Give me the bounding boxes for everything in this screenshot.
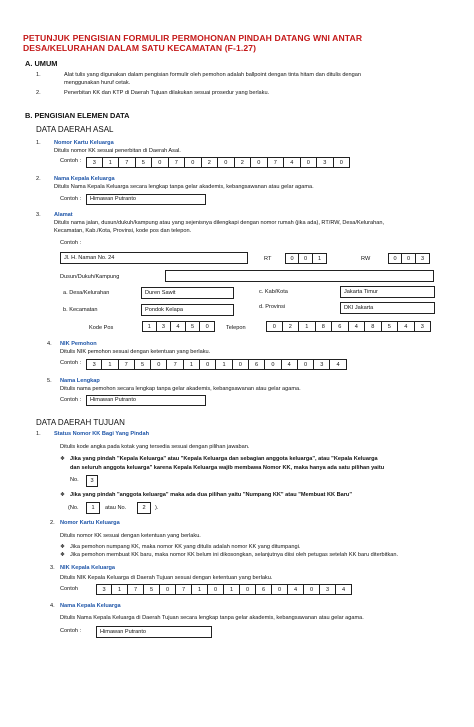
asal-item-2-description: Ditulis Nama Kepala Keluarga secara lengkap tanpa gelar akademis, kebangsawanan atau gelar agama. (54, 184, 314, 190)
tujuan-item-1-number: 1. (36, 431, 41, 437)
data-daerah-tujuan-heading: DATA DAERAH TUJUAN (36, 418, 125, 427)
digit-box: 3 (415, 321, 432, 332)
digit-box: 0 (200, 321, 215, 332)
tujuan-status-value-1: 1 (91, 505, 95, 511)
document-title-line-2: DESA/KELURAHAN DALAM SATU KECAMATAN (F-1.27) (23, 43, 257, 53)
tujuan-item-1-bullet-2: Jika yang pindah "anggota keluarga" maka ada dua pilihan yaitu "Numpang KK" atau "Membuat KK Baru" (70, 492, 352, 498)
tujuan-item-1-bullet-2-end: ). (155, 505, 159, 511)
asal-item-3-title: Alamat (54, 212, 73, 218)
section-a-heading: A. UMUM (25, 59, 58, 68)
asal-desa-box (141, 287, 234, 299)
asal-kecamatan-value: Pondok Kelapa (145, 307, 183, 313)
asal-alamat-value: Jl. H. Naman No. 24 (64, 255, 115, 261)
asal-provinsi-label: d. Provinsi (259, 304, 286, 310)
digit-box: 0 (233, 359, 249, 370)
asal-item-5-contoh-label: Contoh : (60, 397, 82, 403)
digit-box: 5 (382, 321, 399, 332)
tujuan-status-value-single: 3 (90, 478, 94, 484)
tujuan-item-1-description: Ditulis kode angka pada kotak yang tersedia sesuai dengan pilihan jawaban. (60, 444, 250, 450)
digit-box: 2 (283, 321, 300, 332)
tujuan-item-4-title: Nama Kepala Keluarga (60, 603, 121, 609)
asal-item-2-title: Nama Kepala Keluarga (54, 176, 115, 182)
digit-box: 8 (316, 321, 333, 332)
asal-desa-label: a. Desa/Kelurahan (63, 290, 110, 296)
digit-box: 5 (144, 584, 160, 595)
digit-box: 4 (330, 359, 346, 370)
asal-rt-boxes (285, 253, 327, 264)
digit-box: 0 (218, 157, 235, 168)
asal-nama-kepala-keluarga-box (86, 194, 206, 205)
digit-box: 0 (301, 157, 318, 168)
digit-box: 0 (151, 359, 167, 370)
digit-box: 5 (135, 359, 151, 370)
bullet-diamond-icon: ❖ (60, 492, 66, 498)
digit-box: 0 (266, 321, 283, 332)
asal-item-3-number: 3. (36, 212, 41, 218)
digit-box: 4 (282, 359, 298, 370)
digit-box: 4 (288, 584, 304, 595)
digit-box: 1 (224, 584, 240, 595)
tujuan-item-2-bullet-2: Jika pemohon membuat KK baru, maka nomor KK belum ini dikosongkan, selanjutnya diisi oleh petugas setelah KK baru diterbitkan. (70, 552, 399, 558)
digit-box: 2 (202, 157, 219, 168)
digit-box: 3 (96, 584, 112, 595)
digit-box: 1 (216, 359, 232, 370)
digit-box: 0 (402, 253, 416, 264)
digit-box: 0 (272, 584, 288, 595)
asal-telepon-boxes (266, 321, 431, 332)
asal-nama-kepala-keluarga-value: Himawan Putranto (90, 196, 137, 202)
digit-box: 6 (256, 584, 272, 595)
digit-box: 3 (86, 359, 102, 370)
asal-kab-label: c. Kab/Kota (259, 289, 288, 295)
digit-box: 5 (186, 321, 201, 332)
digit-box: 7 (128, 584, 144, 595)
digit-box: 3 (416, 253, 430, 264)
digit-box: 6 (332, 321, 349, 332)
tujuan-nama-kepala-keluarga-box (96, 626, 212, 638)
digit-box: 5 (136, 157, 153, 168)
digit-box: 3 (317, 157, 334, 168)
digit-box: 8 (365, 321, 382, 332)
tujuan-nik-kepala-keluarga-boxes (96, 584, 352, 595)
asal-nama-lengkap-box (86, 395, 206, 406)
tujuan-status-box-1 (86, 502, 100, 514)
asal-nik-pemohon-boxes (86, 359, 347, 370)
tujuan-item-3-contoh-label: Contoh (60, 586, 79, 592)
asal-desa-value: Duren Sawit (145, 290, 176, 296)
digit-box: 1 (184, 359, 200, 370)
section-a-item-2-number: 2. (36, 90, 41, 96)
asal-rw-label: RW (361, 256, 371, 262)
tujuan-item-3-number: 3. (50, 565, 55, 571)
tujuan-status-box-2 (137, 502, 151, 514)
asal-item-1-title: Nomor Kartu Keluarga (54, 140, 114, 146)
digit-box: 0 (160, 584, 176, 595)
asal-item-4-contoh-label: Contoh : (60, 360, 82, 366)
asal-item-2-number: 2. (36, 176, 41, 182)
digit-box: 0 (334, 157, 351, 168)
digit-box: 0 (200, 359, 216, 370)
section-a-item-2-line-1: Penerbitan KK dan KTP di Daerah Tujuan dilakukan sesuai prosedur yang berlaku. (64, 90, 270, 96)
digit-box: 7 (169, 157, 186, 168)
tujuan-status-box-single (86, 475, 98, 487)
asal-item-5-description: Ditulis nama pemohon secara lengkap tanpa gelar akademis, kebangsawanan atau gelar agama. (60, 386, 301, 392)
asal-item-5-title: Nama Lengkap (60, 378, 100, 384)
bullet-diamond-icon: ❖ (60, 456, 66, 462)
digit-box: 1 (112, 584, 128, 595)
tujuan-item-4-description: Ditulis Nama Kepala Keluarga di Daerah Tujuan secara lengkap tanpa gelar akademis, kebangsawanan atau gelar agama. (60, 615, 364, 621)
tujuan-item-1-bullet-1-line-1: Jika yang pindah "Kepala Keluarga" atau "Kepala Keluarga dan sebagian anggota keluarga", atau "Kepala Keluarga (70, 456, 378, 462)
section-a-item-1-number: 1. (36, 72, 41, 78)
tujuan-item-4-number: 4. (50, 603, 55, 609)
tujuan-nama-kepala-keluarga-value: Himawan Putranto (100, 629, 147, 635)
asal-nama-lengkap-value: Himawan Putranto (90, 397, 137, 403)
asal-item-4-title: NIK Pemohon (60, 341, 97, 347)
asal-provinsi-value: DKI Jakarta (344, 305, 374, 311)
asal-alamat-box (60, 252, 248, 264)
tujuan-item-3-title: NIK Kepala Keluarga (60, 565, 116, 571)
digit-box: 1 (142, 321, 157, 332)
digit-box: 4 (336, 584, 352, 595)
digit-box: 1 (313, 253, 327, 264)
section-a-item-1-line-1: Alat tulis yang digunakan dalam pengisian formulir oleh pemohon adalah ballpoint dengan tinta hitam dan ditulis dengan (64, 72, 361, 78)
digit-box: 1 (192, 584, 208, 595)
document-title-line-1: PETUNJUK PENGISIAN FORMULIR PERMOHONAN PINDAH DATANG WNI ANTAR (23, 33, 363, 43)
tujuan-item-2-description: Ditulis nomor KK sesuai dengan ketentuan yang berlaku. (60, 533, 201, 539)
asal-telepon-label: Telepon (226, 325, 246, 331)
tujuan-item-2-title: Nomor Kartu Keluarga (60, 520, 120, 526)
tujuan-item-4-contoh-label: Contoh : (60, 628, 82, 634)
asal-kab-value: Jakarta Timur (344, 289, 378, 295)
asal-kab-box (340, 286, 435, 298)
asal-rt-label: RT (264, 256, 272, 262)
digit-box: 7 (176, 584, 192, 595)
digit-box: 7 (119, 359, 135, 370)
asal-item-5-number: 5. (47, 378, 52, 384)
digit-box: 7 (268, 157, 285, 168)
digit-box: 0 (304, 584, 320, 595)
asal-kecamatan-label: b. Kecamatan (63, 307, 98, 313)
digit-box: 0 (388, 253, 402, 264)
section-b-heading: B. PENGISIAN ELEMEN DATA (25, 111, 130, 120)
asal-dusun-label: Dusun/Dukuh/Kampung (60, 274, 120, 280)
digit-box: 0 (208, 584, 224, 595)
asal-kode-pos-label: Kode Pos (89, 325, 114, 331)
digit-box: 1 (102, 359, 118, 370)
asal-item-2-contoh-label: Contoh : (60, 196, 82, 202)
asal-item-4-description: Ditulis NIK pemohon sesuai dengan ketentuan yang berlaku. (60, 349, 211, 355)
digit-box: 1 (299, 321, 316, 332)
tujuan-item-2-bullet-1: Jika pemohon numpang KK, maka nomor KK yang ditulis adalah nomor KK yang ditumpangi. (70, 544, 301, 550)
digit-box: 4 (349, 321, 366, 332)
tujuan-status-value-2: 2 (142, 505, 146, 511)
bullet-diamond-icon: ❖ (60, 552, 66, 558)
asal-dusun-box (165, 270, 434, 282)
digit-box: 0 (299, 253, 313, 264)
digit-box: 0 (285, 253, 299, 264)
asal-item-3-description-line-1: Ditulis nama jalan, dusun/dukuh/kampung atau yang sejenisnya dilengkapi dengan nomor rumah (jika ada), RT/RW, Desa/Kelurahan, (54, 220, 385, 226)
digit-box: 0 (265, 359, 281, 370)
tujuan-item-1-title: Status Nomor KK Bagi Yang Pindah (54, 431, 150, 437)
digit-box: 7 (167, 359, 183, 370)
digit-box: 4 (398, 321, 415, 332)
digit-box: 4 (284, 157, 301, 168)
digit-box: 0 (240, 584, 256, 595)
digit-box: 3 (314, 359, 330, 370)
digit-box: 1 (103, 157, 120, 168)
digit-box: 0 (152, 157, 169, 168)
asal-kode-pos-boxes (142, 321, 215, 332)
tujuan-item-1-bullet-2-no-label: (No. (68, 505, 79, 511)
digit-box: 6 (249, 359, 265, 370)
digit-box: 3 (320, 584, 336, 595)
tujuan-item-2-number: 2. (50, 520, 55, 526)
asal-item-3-contoh-label: Contoh : (60, 240, 82, 246)
asal-item-4-number: 4. (47, 341, 52, 347)
digit-box: 4 (171, 321, 186, 332)
tujuan-item-3-description: Ditulis NIK Kepala Keluarga di Daerah Tujuan sesuai dengan ketentuan yang berlaku. (60, 575, 273, 581)
digit-box: 0 (185, 157, 202, 168)
asal-item-3-description-line-2: Kecamatan, Kab./Kota, Provinsi, kode pos dan telepon. (54, 228, 192, 234)
asal-nomor-kk-boxes (86, 157, 350, 168)
asal-item-1-description: Ditulis nomor KK sesuai penerbitan di Daerah Asal. (54, 148, 181, 154)
asal-item-1-number: 1. (36, 140, 41, 146)
data-daerah-asal-heading: DATA DAERAH ASAL (36, 125, 114, 134)
digit-box: 7 (119, 157, 136, 168)
digit-box: 3 (86, 157, 103, 168)
digit-box: 3 (157, 321, 172, 332)
digit-box: 0 (298, 359, 314, 370)
tujuan-item-1-bullet-1-line-2: dan seluruh anggota keluarga" karena Kepala Keluarga wajib membawa Nomor KK, maka hanya ada satu pilihan yaitu (70, 465, 385, 471)
section-a-item-1-line-2: menggunakan huruf cetak. (64, 80, 131, 86)
digit-box: 0 (251, 157, 268, 168)
asal-item-1-contoh-label: Contoh : (60, 158, 82, 164)
tujuan-item-1-bullet-1-no-label: No. (70, 477, 79, 483)
tujuan-item-1-bullet-2-atau: atau No. (105, 505, 127, 511)
asal-kecamatan-box (141, 304, 234, 316)
bullet-diamond-icon: ❖ (60, 544, 66, 550)
asal-rw-boxes (388, 253, 430, 264)
digit-box: 2 (235, 157, 252, 168)
asal-provinsi-box (340, 302, 435, 314)
